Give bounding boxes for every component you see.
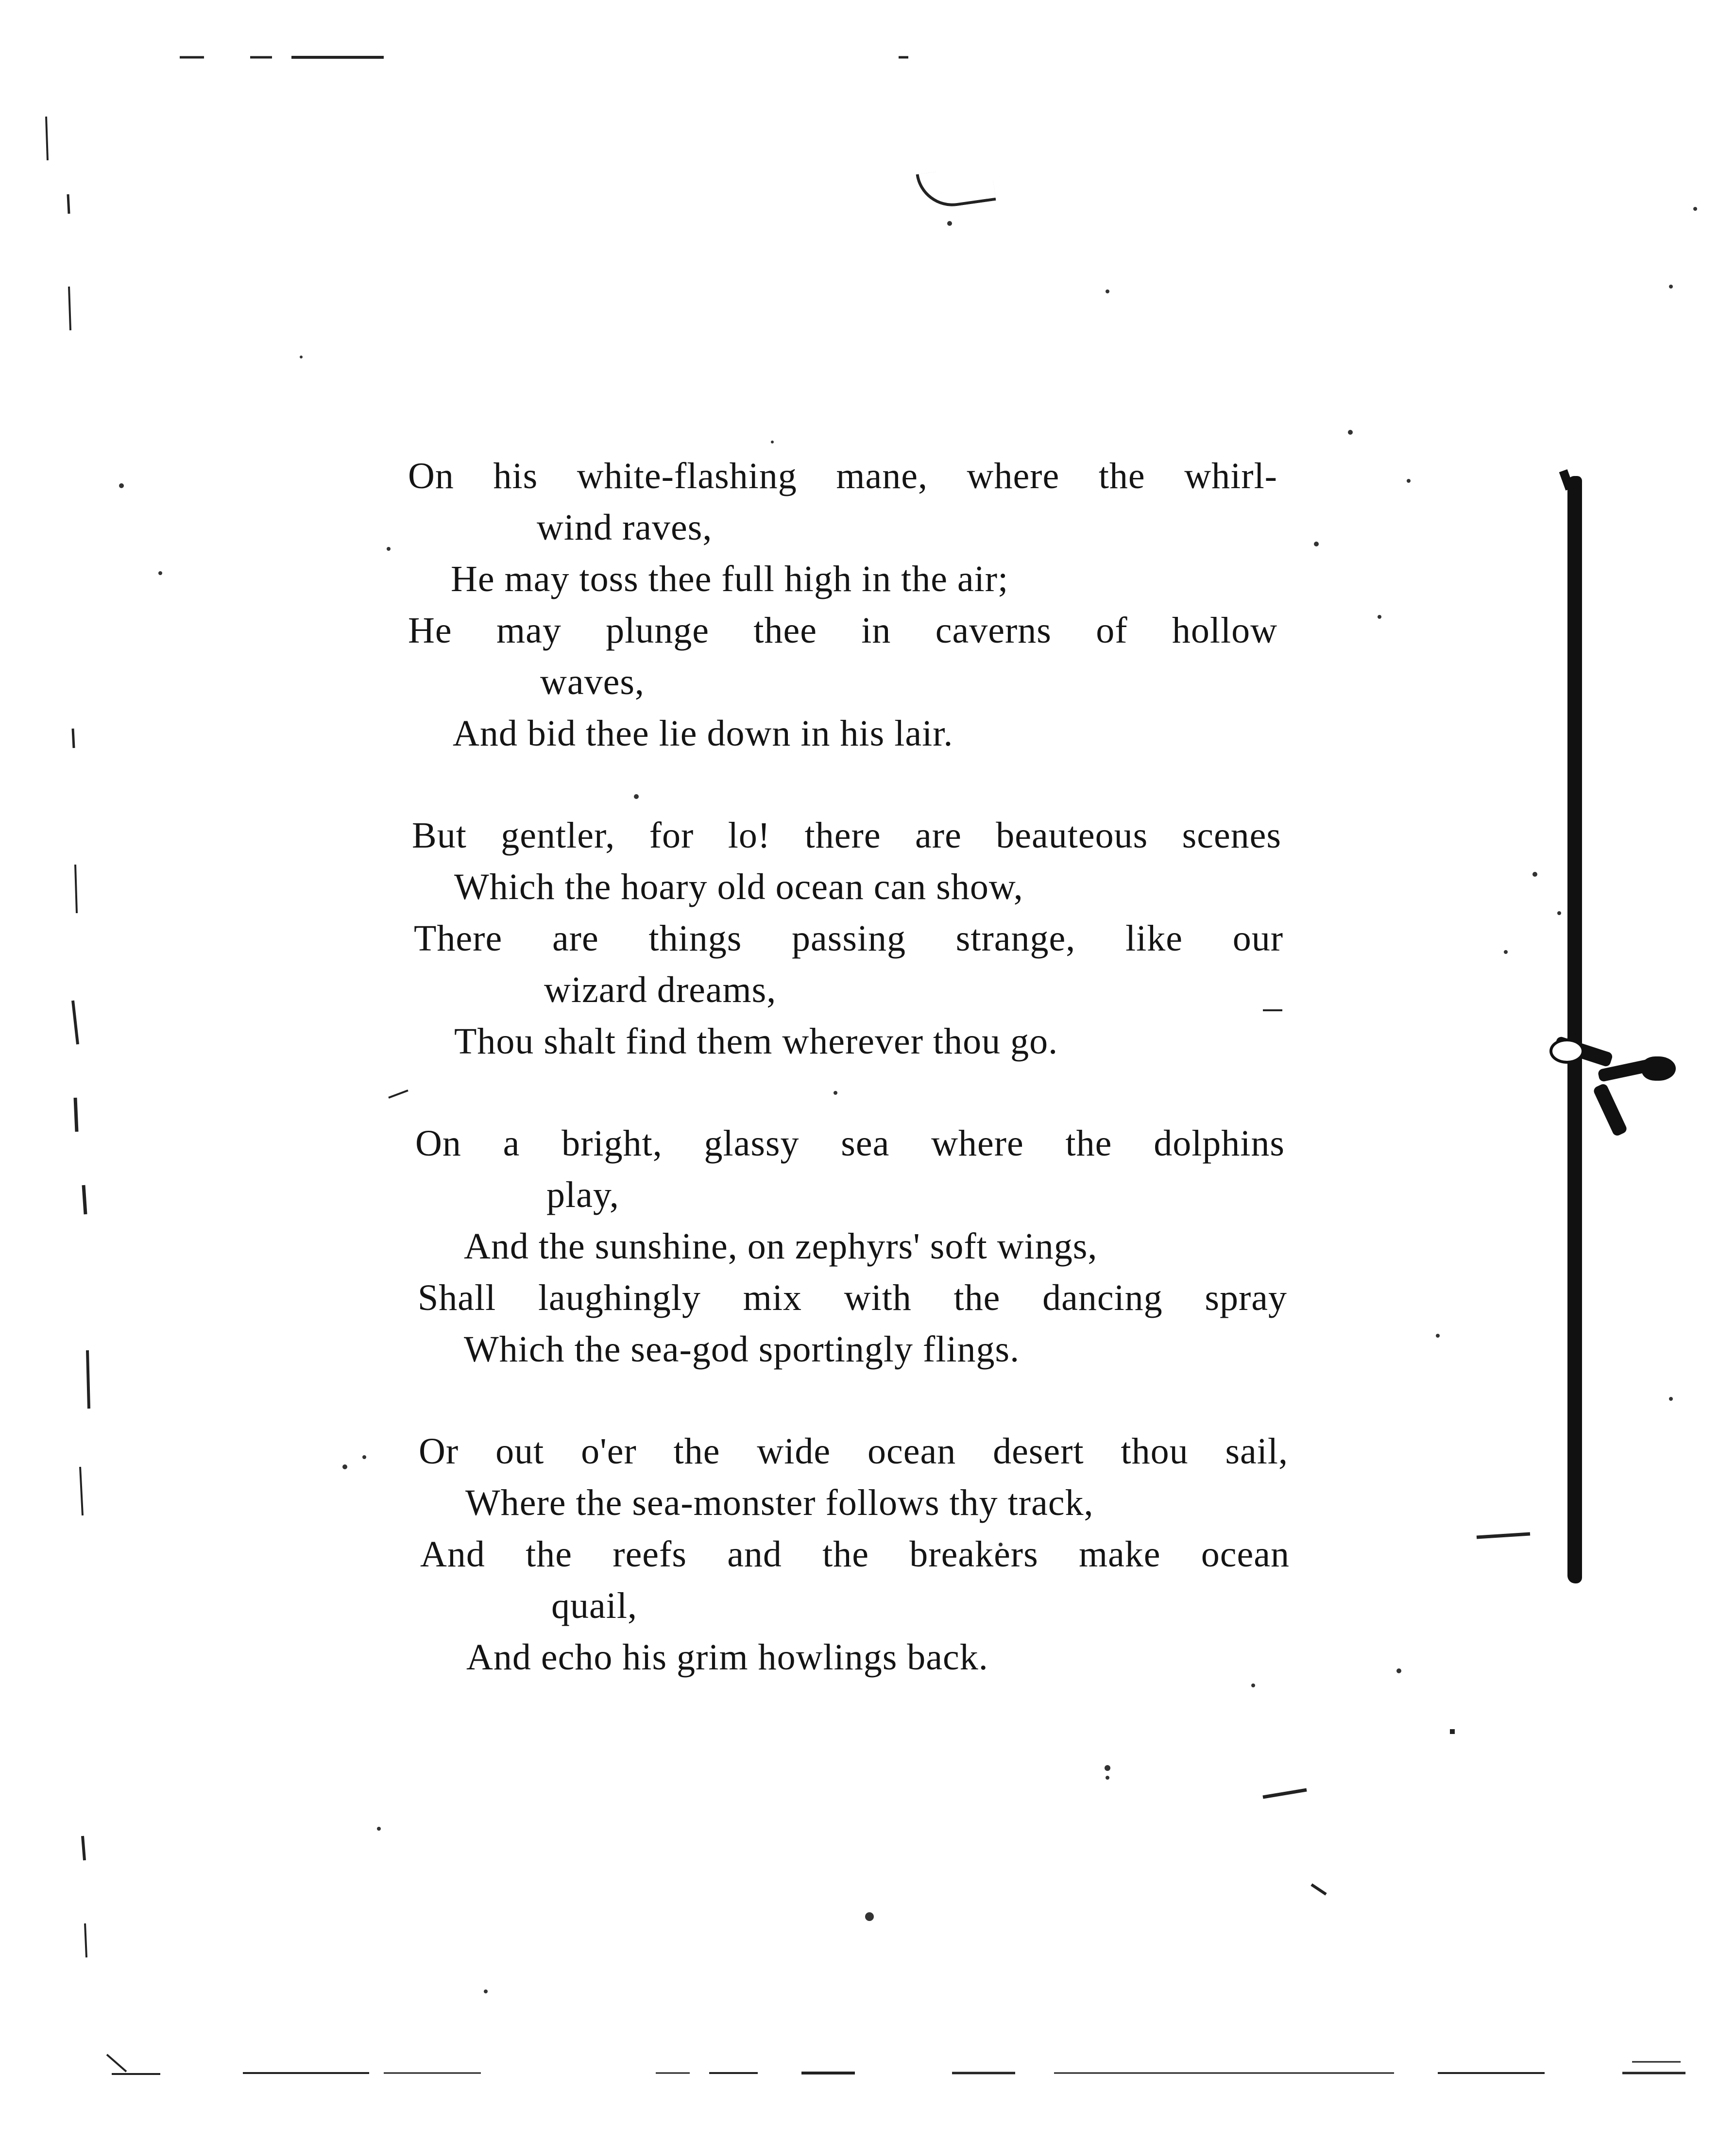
stanza2-line2: Which the hoary old ocean can show, (454, 867, 1023, 907)
stanza2-line4: wizard dreams, (544, 969, 777, 1010)
stanza4-line5: And echo his grim howlings back. (466, 1637, 988, 1678)
stanza4-line1: Or out o'er the wide ocean desert thou sail, (419, 1431, 1288, 1472)
stanza4-line3: And the reefs and the breakers make ocean (420, 1534, 1290, 1575)
stanza1-line6: And bid thee lie down in his lair. (453, 713, 953, 754)
stanza4-line4: quail, (551, 1585, 637, 1626)
stanza1-line1: On his white-flashing mane, where the whirl- (408, 456, 1277, 496)
stanza1-line4: He may plunge thee in caverns of hollow (408, 610, 1277, 651)
stanza1-line5: waves, (540, 662, 645, 702)
stanza3-line2: play, (546, 1174, 619, 1215)
stanza2-line1: But gentler, for lo! there are beauteous scenes (412, 815, 1281, 856)
stanza3-line3: And the sunshine, on zephyrs' soft wings, (464, 1226, 1098, 1267)
stanza2-line3: There are things passing strange, like our (414, 918, 1283, 959)
stanza3-line5: Which the sea-god sportingly flings. (464, 1329, 1020, 1370)
stanza3-line1: On a bright, glassy sea where the dolphins (415, 1123, 1285, 1164)
stanza3-line4: Shall laughingly mix with the dancing spray (418, 1277, 1287, 1318)
stanza4-line2: Where the sea-monster follows thy track, (465, 1482, 1094, 1523)
stanza1-line3: He may toss thee full high in the air; (451, 559, 1009, 599)
stanza2-line5: Thou shalt find them wherever thou go. (454, 1021, 1058, 1062)
stanza1-line2: wind raves, (537, 507, 713, 548)
